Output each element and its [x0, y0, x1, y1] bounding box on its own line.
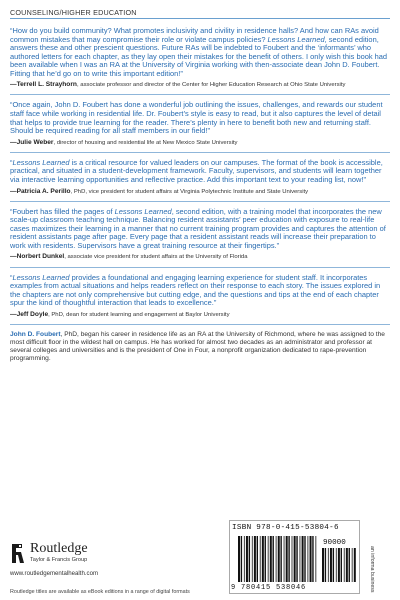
- blurb-attribution: —Jeff Doyle, PhD, dean for student learning and engagement at Baylor University: [10, 310, 230, 318]
- top-divider: [10, 18, 390, 19]
- price-code: 90000: [323, 539, 346, 547]
- blurb-attribution: —Norbert Dunkel, associate vice president for student affairs at the University of Florida: [10, 253, 248, 261]
- category-label: COUNSELING/HIGHER EDUCATION: [10, 8, 137, 17]
- blurb-quote: “Once again, John D. Foubert has done a wonderful job outlining the issues, challenges, and rewards our student staff face while working in residential life. Dr. Foubert’s style is easy to read, but it also captures the level of detail that helps to provide true learning for the reader. There’s plenty in here to benefit both new and returning staff. Should be required reading for all staff members in our field!”: [10, 100, 383, 136]
- blurb-attribution: —Patricia A. Perillo, PhD, vice president for student affairs at Virginia Polytechnic Institute and State University: [10, 187, 309, 195]
- author-bio: John D. Foubert, PhD, began his career in residence life as an RA at the University of Richmond, where he was assigned to the most difficult floor in the wildest hall on campus. He has worked for almost two decades as an administrator and professor at several colleges and universities and is the president of One in Four, a nonprofit organization dedicated to rape-prevention programming.: [10, 331, 385, 363]
- blurb-5: [10, 274, 390, 319]
- divider: [10, 94, 390, 95]
- publisher-url: www.routledgementalhealth.com: [10, 570, 99, 577]
- publisher-subtitle: Taylor & Francis Group: [30, 557, 88, 563]
- blurb-3: [10, 159, 390, 196]
- ean-digits: 9 780415 538046: [231, 584, 307, 592]
- blurb-attribution: —Julie Weber, director of housing and residential life at New Mexico State University: [10, 138, 238, 146]
- blurb-quote: “How do you build community? What promotes inclusivity and civility in residence halls? And how can RAs avoid common mistakes that may compromise their role or violate campus policies? Lessons Learned, second edition, answers these and other prescient questions. Future RAs will be indebted to Foubert and the ‘informants’ who authored letters for each chapter, as they lay open their mistakes for the benefit of others. I only wish this book had been available when I was an RA at the University of Virginia working with then-associate dean John D. Foubert. Fitting that he’d go on to write this important edition!”: [10, 26, 388, 78]
- blurb-1: [10, 27, 390, 89]
- back-cover-footer: [0, 518, 400, 600]
- addon-barcode-icon: [322, 548, 356, 582]
- blurb-quote: “Lessons Learned provides a foundational and engaging learning experience for student staff. It incorporates examples from actual situations and helps readers reflect on their response to each story. The issues explored in the chapters are not only comprehensive but cutting edge, and the questions and tips at the end of each chapter spur the kind of thoughtful interaction that leads to excellence.”: [10, 272, 381, 308]
- blurb-attribution: —Terrell L. Strayhorn, associate professor and director of the Center for Higher Education Research at Ohio State University: [10, 81, 346, 89]
- divider: [10, 152, 390, 153]
- ebook-footnote: Routledge titles are available as eBook editions in a range of digital formats: [10, 589, 190, 595]
- blurb-quote: “Lessons Learned is a critical resource for valued leaders on our campuses. The format of the book is accessible, practical, and situated in a student-development framework. Faculty, supervisors, and students will learn together via interactive learning opportunities and reflective practice. Add this important text to your reading list, now!”: [10, 157, 383, 184]
- blurb-4: [10, 208, 390, 262]
- informa-side-label: an informa business: [369, 546, 375, 593]
- isbn-number: ISBN 978-0-415-53804-6: [232, 524, 339, 532]
- divider: [10, 201, 390, 202]
- divider: [10, 267, 390, 268]
- routledge-logo-icon: [10, 542, 26, 564]
- blurb-2: [10, 101, 390, 146]
- barcode-icon: [238, 536, 318, 582]
- blurb-quote: “Foubert has filled the pages of Lessons Learned, second edition, with a training model that incorporates the new scale-up classroom teaching technique. Balancing resident assistants’ peer education with exposure to real-life cases maximizes their learning in a manner that no current training program provides and captures the attention of resident assistants page after page. Every page that a resident assistant reads will increase their preparation to work with residents. Supervisors have a great training resource at their fingertips.”: [10, 206, 386, 250]
- divider: [10, 324, 390, 325]
- publisher-logo: [10, 542, 150, 582]
- publisher-name: Routledge: [30, 541, 88, 556]
